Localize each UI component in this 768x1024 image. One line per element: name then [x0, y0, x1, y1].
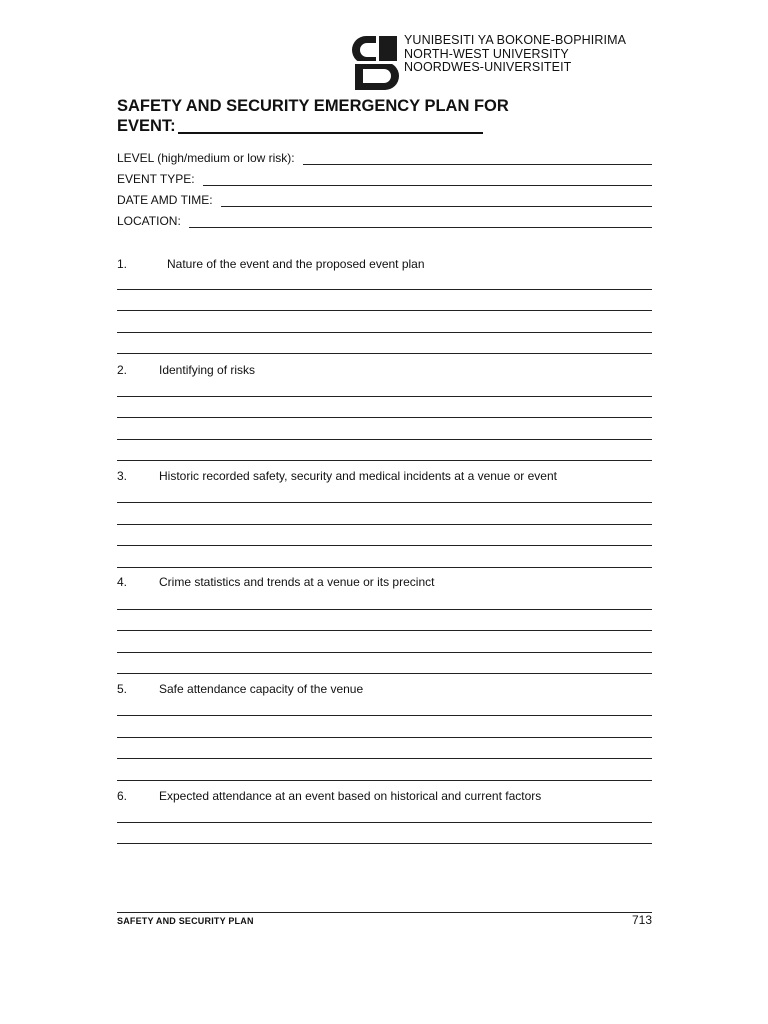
- answer-line[interactable]: [117, 353, 652, 354]
- field-location: [117, 212, 652, 228]
- answer-line[interactable]: [117, 673, 652, 674]
- answer-line[interactable]: [117, 630, 652, 631]
- section-6-title: Expected attendance at an event based on historical and current factors: [159, 789, 542, 803]
- field-level-blank[interactable]: [303, 152, 652, 165]
- answer-line[interactable]: [117, 715, 652, 716]
- answer-line[interactable]: [117, 439, 652, 440]
- answer-line[interactable]: [117, 758, 652, 759]
- answer-line[interactable]: [117, 567, 652, 568]
- logo-line-english: NORTH-WEST UNIVERSITY: [404, 46, 569, 61]
- field-level-label: LEVEL (high/medium or low risk):: [117, 151, 295, 165]
- field-event-type-blank[interactable]: [203, 173, 652, 186]
- answer-line[interactable]: [117, 780, 652, 781]
- section-6-number: 6.: [117, 789, 128, 803]
- section-2-heading: [117, 363, 255, 379]
- footer-page-number: 713: [631, 913, 652, 927]
- section-5-title: Safe attendance capacity of the venue: [159, 682, 364, 696]
- section-1-title: Nature of the event and the proposed event plan: [167, 257, 425, 271]
- nwu-logo-icon: [349, 33, 405, 91]
- field-level: [117, 149, 652, 165]
- university-logo: [349, 33, 627, 91]
- section-3-title: Historic recorded safety, security and medical incidents at a venue or event: [159, 469, 557, 483]
- section-1-number: 1.: [117, 257, 128, 271]
- answer-line[interactable]: [117, 417, 652, 418]
- field-date-time-label: DATE AMD TIME:: [117, 193, 213, 207]
- answer-line[interactable]: [117, 310, 652, 311]
- document-title: [117, 96, 509, 136]
- section-4-number: 4.: [117, 575, 128, 589]
- answer-line[interactable]: [117, 524, 652, 525]
- logo-line-setswana: YUNIBESITI YA BOKONE-BOPHIRIMA: [404, 33, 627, 47]
- answer-line[interactable]: [117, 460, 652, 461]
- title-line-2: EVENT:: [117, 117, 176, 135]
- field-location-label: LOCATION:: [117, 214, 181, 228]
- section-3-heading: [117, 469, 557, 485]
- section-3-number: 3.: [117, 469, 128, 483]
- event-name-blank[interactable]: [178, 116, 483, 134]
- footer-divider: [117, 912, 652, 913]
- section-5-heading: [117, 682, 363, 698]
- field-date-time: [117, 191, 652, 207]
- answer-line[interactable]: [117, 545, 652, 546]
- field-event-type: [117, 170, 652, 186]
- field-location-blank[interactable]: [189, 215, 652, 228]
- section-4-title: Crime statistics and trends at a venue or its precinct: [159, 575, 435, 589]
- answer-line[interactable]: [117, 502, 652, 503]
- answer-line[interactable]: [117, 652, 652, 653]
- section-4-heading: [117, 575, 434, 591]
- section-2-number: 2.: [117, 363, 128, 377]
- section-1-heading: [117, 257, 425, 273]
- logo-line-afrikaans: NOORDWES-UNIVERSITEIT: [404, 60, 572, 74]
- title-line-1: SAFETY AND SECURITY EMERGENCY PLAN FOR: [117, 97, 509, 115]
- answer-line[interactable]: [117, 737, 652, 738]
- section-2-title: Identifying of risks: [159, 363, 256, 377]
- answer-line[interactable]: [117, 822, 652, 823]
- answer-line[interactable]: [117, 609, 652, 610]
- answer-line[interactable]: [117, 396, 652, 397]
- section-5-number: 5.: [117, 682, 128, 696]
- answer-line[interactable]: [117, 289, 652, 290]
- field-event-type-label: EVENT TYPE:: [117, 172, 195, 186]
- answer-line[interactable]: [117, 332, 652, 333]
- field-date-time-blank[interactable]: [221, 194, 652, 207]
- footer-document-name: SAFETY AND SECURITY PLAN: [117, 916, 254, 926]
- answer-line[interactable]: [117, 843, 652, 844]
- section-6-heading: [117, 789, 541, 805]
